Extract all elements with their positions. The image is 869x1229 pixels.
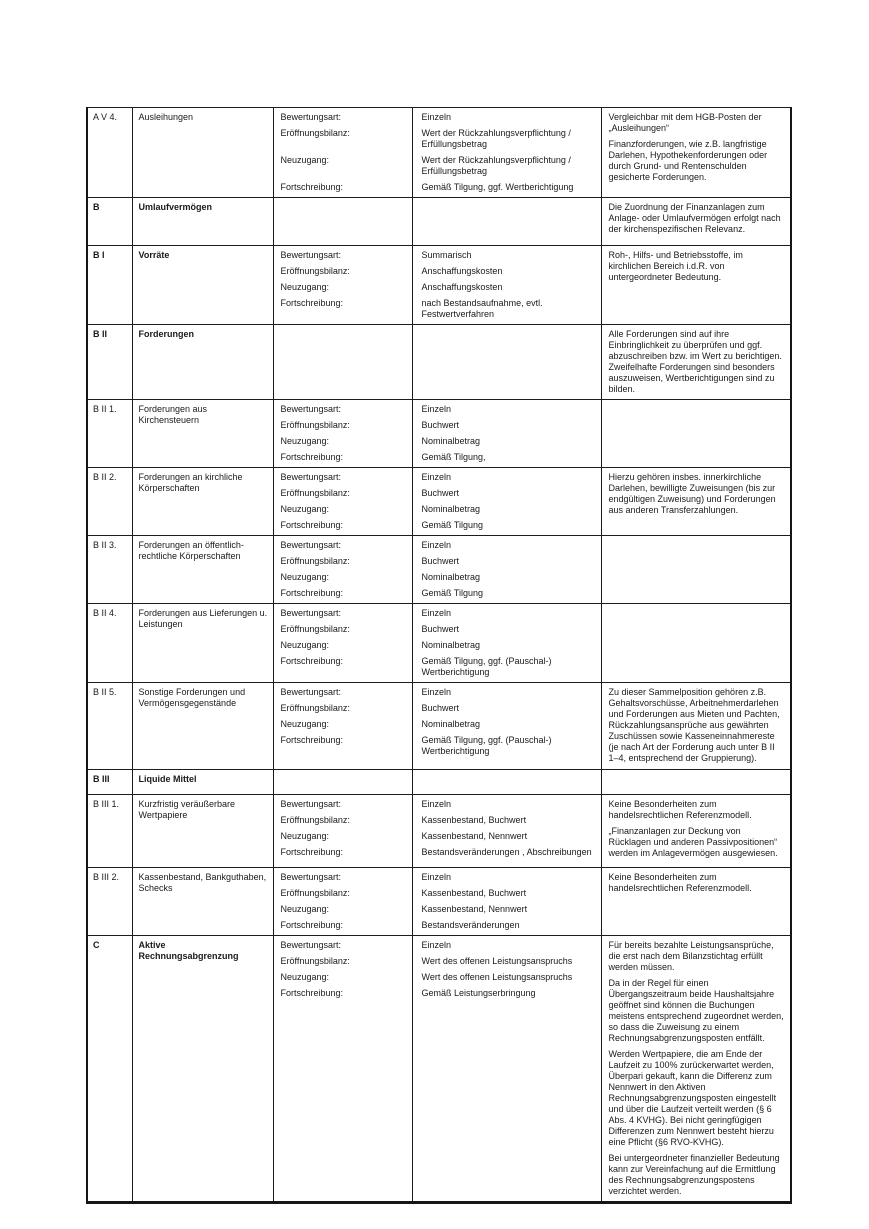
attr-value: Buchwert — [421, 703, 460, 713]
table-row — [87, 198, 791, 246]
comment-paragraph: „Finanzanlagen zur Deckung von Rücklagen und anderen Passivpositionen“ werden im Anlagevermögen ausgewiesen. — [608, 826, 778, 858]
comment-cell — [601, 108, 791, 198]
row-code: B II 3. — [87, 536, 132, 604]
attributes-cell — [273, 868, 601, 936]
comment-cell — [601, 536, 791, 604]
attr-key: Eröffnungsbilanz: — [280, 556, 350, 566]
table-row — [87, 770, 791, 795]
row-title: Forderungen an öffentlich-rechtliche Körperschaften — [132, 536, 273, 604]
attr-value: Anschaffungskosten — [421, 266, 503, 276]
attr-key: Fortschreibung: — [280, 588, 344, 598]
row-title: Liquide Mittel — [132, 770, 273, 795]
attr-value: Nominalbetrag — [421, 504, 481, 514]
table-row — [87, 536, 791, 604]
comment-cell — [601, 604, 791, 683]
attr-value: Einzeln — [421, 799, 452, 809]
attr-key: Neuzugang: — [280, 831, 330, 841]
attr-value: Anschaffungskosten — [421, 282, 503, 292]
row-title: Ausleihungen — [132, 108, 273, 198]
attributes-cell — [273, 604, 601, 683]
attr-key: Neuzugang: — [280, 972, 330, 982]
attr-key: Bewertungsart: — [280, 687, 342, 697]
comment-cell — [601, 246, 791, 325]
row-code: C — [87, 936, 132, 1203]
attr-key: Fortschreibung: — [280, 182, 344, 192]
attr-key: Neuzugang: — [280, 719, 330, 729]
attr-value: Gemäß Tilgung, ggf. Wertberichtigung — [421, 182, 574, 192]
attributes-cell — [273, 325, 601, 400]
attr-value: Bestandsveränderungen — [421, 920, 520, 930]
attr-key: Eröffnungsbilanz: — [280, 956, 350, 966]
attributes-cell — [273, 468, 601, 536]
attr-key: Bewertungsart: — [280, 608, 342, 618]
table-row — [87, 468, 791, 536]
table-row — [87, 936, 791, 1203]
row-code: B III — [87, 770, 132, 795]
row-code: B II 1. — [87, 400, 132, 468]
table-row — [87, 400, 791, 468]
attr-key: Bewertungsart: — [280, 472, 342, 482]
row-code: B — [87, 198, 132, 246]
attr-value: Kassenbestand, Nennwert — [421, 831, 528, 841]
row-code: B II 5. — [87, 683, 132, 770]
comment-paragraph: Keine Besonderheiten zum handelsrechtlichen Referenzmodell. — [608, 799, 752, 820]
attr-key: Neuzugang: — [280, 436, 330, 446]
attributes-cell — [273, 936, 601, 1203]
attr-value: Gemäß Tilgung — [421, 588, 484, 598]
row-code: B I — [87, 246, 132, 325]
attr-key: Eröffnungsbilanz: — [280, 815, 350, 825]
attr-value: Nominalbetrag — [421, 719, 481, 729]
attr-value: Nominalbetrag — [421, 640, 481, 650]
attr-value: Kassenbestand, Buchwert — [421, 888, 527, 898]
attr-value: Gemäß Leistungserbringung — [421, 988, 536, 998]
row-title: Umlaufvermögen — [132, 198, 273, 246]
comment-paragraph: Werden Wertpapiere, die am Ende der Laufzeit zu 100% zurückerwartet werden, Überpari gekauft, kann die Differenz zum Nennwert in den Aktiven Rechnungsabgrenzungsposten eingestellt und über die Laufzeit verteilt werden (§ 6 Abs. 4 KVHG). Bei nicht geringfügigen Differenzen zum Nennwert besteht hierzu eine Pflicht (§6 RVO-KVHG). — [608, 1049, 777, 1147]
attributes-cell — [273, 683, 601, 770]
row-title: Kurzfristig veräußerbare Wertpapiere — [132, 795, 273, 868]
attr-key: Neuzugang: — [280, 572, 330, 582]
table-row — [87, 604, 791, 683]
row-code: B II 2. — [87, 468, 132, 536]
comment-cell — [601, 936, 791, 1203]
comment-cell — [601, 400, 791, 468]
row-title: Forderungen — [132, 325, 273, 400]
comment-paragraph: Finanzforderungen, wie z.B. langfristige Darlehen, Hypothekenforderungen oder durch Grund- und Rentenschulden gesicherte Forderungen. — [608, 139, 768, 182]
attr-key: Bewertungsart: — [280, 112, 342, 122]
comment-paragraph: Keine Besonderheiten zum handelsrechtlichen Referenzmodell. — [608, 872, 752, 893]
comment-cell — [601, 683, 791, 770]
table-row — [87, 325, 791, 400]
comment-cell — [601, 868, 791, 936]
row-title: Forderungen an kirchliche Körperschaften — [132, 468, 273, 536]
attr-key: Bewertungsart: — [280, 872, 342, 882]
attr-value: Nominalbetrag — [421, 436, 481, 446]
comment-paragraph: Alle Forderungen sind auf ihre Einbringlichkeit zu überprüfen und ggf. abzuschreiben bzw. im Wert zu berichtigen. Zweifelhafte Forderungen sind besonders auszuweisen, Wertberichtigungen sind zu bilden. — [608, 329, 782, 394]
attr-value: Bestandsveränderungen , Abschreibungen — [421, 847, 592, 857]
attr-value: Einzeln — [421, 404, 452, 414]
attr-key: Fortschreibung: — [280, 520, 344, 530]
attr-value: Wert der Rückzahlungsverpflichtung / Erfüllungsbetrag — [421, 128, 571, 149]
attr-key: Neuzugang: — [280, 640, 330, 650]
comment-paragraph: Die Zuordnung der Finanzanlagen zum Anlage- oder Umlaufvermögen erfolgt nach der kirchenspezifischen Relevanz. — [608, 202, 781, 234]
attr-value: Buchwert — [421, 624, 460, 634]
attr-key: Neuzugang: — [280, 904, 330, 914]
table-row — [87, 795, 791, 868]
attributes-cell — [273, 108, 601, 198]
attr-value: Wert des offenen Leistungsanspruchs — [421, 956, 573, 966]
attr-key: Bewertungsart: — [280, 404, 342, 414]
attr-key: Bewertungsart: — [280, 250, 342, 260]
valuation-table — [86, 107, 792, 1204]
comment-cell — [601, 468, 791, 536]
attr-key: Eröffnungsbilanz: — [280, 266, 350, 276]
attr-key: Neuzugang: — [280, 282, 330, 292]
attr-key: Eröffnungsbilanz: — [280, 128, 350, 138]
attributes-cell — [273, 795, 601, 868]
row-code: B III 1. — [87, 795, 132, 868]
attr-value: Nominalbetrag — [421, 572, 481, 582]
comment-paragraph: Hierzu gehören insbes. innerkirchliche Darlehen, bewilligte Zuweisungen (bis zur endgültigen Zuweisung) und Forderungen aus anderen Transferzahlungen. — [608, 472, 776, 515]
table-row — [87, 246, 791, 325]
row-title: Kassenbestand, Bankguthaben, Schecks — [132, 868, 273, 936]
attr-value: Einzeln — [421, 687, 452, 697]
attr-value: Wert der Rückzahlungsverpflichtung / Erfüllungsbetrag — [421, 155, 571, 176]
attr-key: Fortschreibung: — [280, 298, 344, 308]
comment-cell — [601, 198, 791, 246]
comment-cell — [601, 325, 791, 400]
row-title: Forderungen aus Kirchensteuern — [132, 400, 273, 468]
attr-key: Bewertungsart: — [280, 799, 342, 809]
row-code: B III 2. — [87, 868, 132, 936]
row-code: B II — [87, 325, 132, 400]
attr-key: Eröffnungsbilanz: — [280, 420, 350, 430]
attr-key: Fortschreibung: — [280, 656, 344, 666]
comment-paragraph: Roh-, Hilfs- und Betriebsstoffe, im kirchlichen Bereich i.d.R. von untergeordneter Bedeutung. — [608, 250, 743, 282]
attr-key: Neuzugang: — [280, 504, 330, 514]
comment-cell — [601, 770, 791, 795]
attr-value: Gemäß Tilgung, ggf. (Pauschal-) Wertberichtigung — [421, 735, 552, 756]
attr-key: Bewertungsart: — [280, 540, 342, 550]
attr-key: Eröffnungsbilanz: — [280, 624, 350, 634]
attr-key: Eröffnungsbilanz: — [280, 888, 350, 898]
attr-value: Kassenbestand, Nennwert — [421, 904, 528, 914]
attr-key: Fortschreibung: — [280, 988, 344, 998]
attr-value: Einzeln — [421, 540, 452, 550]
comment-cell — [601, 795, 791, 868]
attr-key: Fortschreibung: — [280, 847, 344, 857]
attr-key: Neuzugang: — [280, 155, 330, 165]
attributes-cell — [273, 246, 601, 325]
row-title: Sonstige Forderungen und Vermögensgegenstände — [132, 683, 273, 770]
attr-value: Einzeln — [421, 472, 452, 482]
attr-value: Buchwert — [421, 420, 460, 430]
attr-value: Kassenbestand, Buchwert — [421, 815, 527, 825]
attributes-cell — [273, 400, 601, 468]
comment-paragraph: Für bereits bezahlte Leistungsansprüche, die erst nach dem Bilanzstichtag erfüllt werden müssen. — [608, 940, 774, 972]
attributes-cell — [273, 770, 601, 795]
attr-value: Einzeln — [421, 608, 452, 618]
comment-paragraph: Vergleichbar mit dem HGB-Posten der „Ausleihungen“ — [608, 112, 762, 133]
row-title: Forderungen aus Lieferungen u. Leistungen — [132, 604, 273, 683]
table-row — [87, 868, 791, 936]
attr-key: Fortschreibung: — [280, 735, 344, 745]
attributes-cell — [273, 536, 601, 604]
comment-paragraph: Zu dieser Sammelposition gehören z.B. Gehaltsvorschüsse, Arbeitnehmerdarlehen und Forderungen aus Mieten und Pachten, Rückzahlungsansprüche aus gewährten Zuschüssen sowie Kasseneinnahmereste (je nach Art der Forderung auch unter B II 1–4, entsprechend der Gruppierung). — [608, 687, 780, 763]
comment-paragraph: Bei untergeordneter finanzieller Bedeutung kann zur Vereinfachung auf die Ermittlung des Rechnungsabgrenzungspostens verzichtet werden. — [608, 1153, 780, 1196]
attr-value: Gemäß Tilgung — [421, 520, 484, 530]
attr-key: Eröffnungsbilanz: — [280, 488, 350, 498]
row-code: B II 4. — [87, 604, 132, 683]
row-title: Vorräte — [132, 246, 273, 325]
attributes-cell — [273, 198, 601, 246]
row-code: A V 4. — [87, 108, 132, 198]
table-row — [87, 108, 791, 198]
attr-value: Summarisch — [421, 250, 472, 260]
attr-key: Fortschreibung: — [280, 452, 344, 462]
attr-key: Fortschreibung: — [280, 920, 344, 930]
comment-paragraph: Da in der Regel für einen Übergangszeitraum beide Haushaltsjahre geöffnet sind können die Buchungen meistens entsprechend zugeordnet werden, so dass die Zuweisung zu einem Rechnungsabgrenzungsposten entfällt. — [608, 978, 784, 1043]
attr-value: Gemäß Tilgung, — [421, 452, 486, 462]
table-row — [87, 683, 791, 770]
row-title: Aktive Rechnungsabgrenzung — [132, 936, 273, 1203]
attr-value: Einzeln — [421, 112, 452, 122]
attr-key: Bewertungsart: — [280, 940, 342, 950]
attr-key: Eröffnungsbilanz: — [280, 703, 350, 713]
attr-value: Buchwert — [421, 488, 460, 498]
attr-value: nach Bestandsaufnahme, evtl. Festwertverfahren — [421, 298, 543, 319]
attr-value: Buchwert — [421, 556, 460, 566]
attr-value: Gemäß Tilgung, ggf. (Pauschal-) Wertberichtigung — [421, 656, 552, 677]
attr-value: Einzeln — [421, 940, 452, 950]
attr-value: Einzeln — [421, 872, 452, 882]
attr-value: Wert des offenen Leistungsanspruchs — [421, 972, 573, 982]
